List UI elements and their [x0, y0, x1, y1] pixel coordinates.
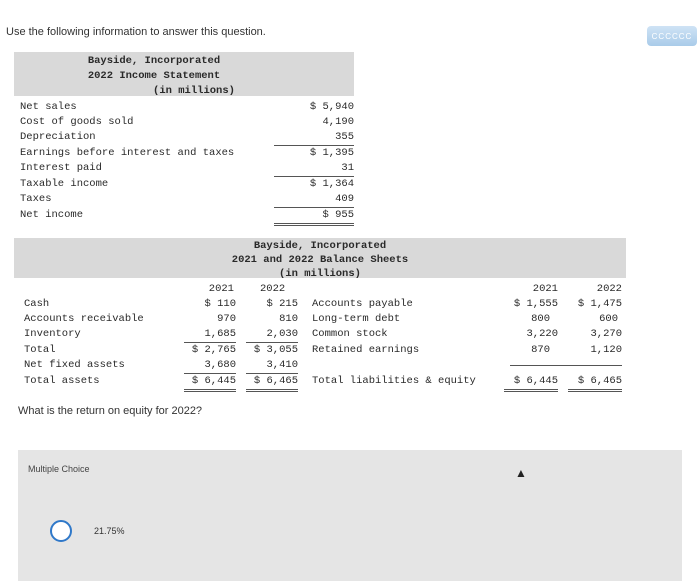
asset-2022: 2,030 — [246, 327, 298, 343]
asset-2021: 1,685 — [184, 327, 236, 343]
asset-2022: $ 3,055 — [253, 344, 298, 356]
balance-sheet-subtitle: 2021 and 2022 Balance Sheets — [231, 254, 409, 266]
is-row-interest — [20, 161, 354, 176]
is-row-net-sales — [20, 100, 354, 115]
liab-2022: $ 1,475 — [577, 298, 622, 310]
is-row-net-income — [20, 208, 354, 223]
asset-label: Inventory — [24, 328, 81, 340]
asset-2021: $ 6,445 — [184, 374, 236, 392]
liab-year-2021: 2021 — [532, 283, 558, 295]
multiple-choice-panel — [18, 450, 682, 581]
liab-total-label: Total liabilities & equity — [312, 375, 476, 387]
is-label: Interest paid — [20, 162, 102, 174]
liab-label: Long-term debt — [312, 313, 401, 325]
intro-text: Use the following information to answer this question. — [6, 26, 266, 38]
liab-label: Accounts payable — [312, 298, 413, 310]
liab-2021: 870 — [531, 344, 550, 356]
balance-sheet-units: (in millions) — [279, 268, 361, 280]
asset-2021: $ 110 — [204, 298, 236, 310]
is-value: $ 1,364 — [309, 178, 354, 190]
is-row-depreciation — [20, 130, 354, 145]
asset-label: Accounts receivable — [24, 313, 144, 325]
income-statement-subtitle: 2022 Income Statement — [87, 70, 221, 82]
is-label: Depreciation — [20, 131, 96, 143]
liab-2021: 3,220 — [526, 328, 558, 340]
balance-sheet — [14, 238, 626, 398]
multiple-choice-label: Multiple Choice — [28, 464, 90, 474]
question-text: What is the return on equity for 2022? — [18, 405, 203, 417]
is-label: Taxes — [20, 193, 52, 205]
asset-2022: $ 215 — [266, 298, 298, 310]
asset-2021: 3,680 — [184, 358, 236, 374]
is-row-taxable-income — [20, 177, 354, 192]
is-label: Taxable income — [20, 178, 109, 190]
asset-2021: 970 — [217, 313, 236, 325]
is-value: $ 955 — [274, 208, 354, 226]
asset-label: Net fixed assets — [24, 359, 125, 371]
asset-label: Total — [24, 344, 56, 356]
is-label: Earnings before interest and taxes — [20, 147, 235, 159]
assets-year-2021: 2021 — [208, 283, 234, 295]
corner-badge: CCCCCC — [647, 26, 697, 46]
liab-total-rule — [510, 365, 622, 366]
asset-2022: 810 — [279, 313, 298, 325]
liab-2022: 600 — [599, 313, 618, 325]
option-radio[interactable] — [50, 520, 72, 542]
is-value: $ 5,940 — [309, 101, 354, 113]
liab-2021: $ 1,555 — [513, 298, 558, 310]
is-value: 4,190 — [322, 116, 354, 128]
mouse-pointer-icon: ▲ — [515, 466, 527, 480]
is-label: Net income — [20, 209, 84, 221]
is-row-cogs — [20, 115, 354, 130]
is-value: 31 — [274, 161, 354, 177]
liab-2022: 1,120 — [590, 344, 622, 356]
liab-total-2021: $ 6,445 — [504, 374, 558, 392]
asset-2022: 3,410 — [246, 358, 298, 374]
asset-2021: $ 2,765 — [191, 344, 236, 356]
option-text[interactable]: 21.75% — [94, 526, 125, 536]
is-value: 409 — [274, 192, 354, 208]
balance-sheet-title: Bayside, Incorporated — [253, 240, 387, 252]
asset-label: Cash — [24, 298, 50, 310]
assets-year-2022: 2022 — [260, 283, 286, 295]
liab-2021: 800 — [531, 313, 550, 325]
is-label: Net sales — [20, 101, 77, 113]
liab-label: Retained earnings — [312, 344, 420, 356]
is-value: $ 1,395 — [309, 147, 354, 159]
is-row-taxes — [20, 192, 354, 207]
liab-total-2022: $ 6,465 — [568, 374, 622, 392]
liab-label: Common stock — [312, 328, 388, 340]
liab-2022: 3,270 — [590, 328, 622, 340]
is-value: 355 — [274, 130, 354, 146]
asset-2022: $ 6,465 — [246, 374, 298, 392]
income-statement-units: (in millions) — [153, 85, 235, 97]
liab-year-2022: 2022 — [596, 283, 622, 295]
asset-label: Total assets — [24, 375, 100, 387]
income-statement-title: Bayside, Incorporated — [87, 55, 221, 67]
is-label: Cost of goods sold — [20, 116, 134, 128]
is-row-ebit — [20, 146, 354, 161]
